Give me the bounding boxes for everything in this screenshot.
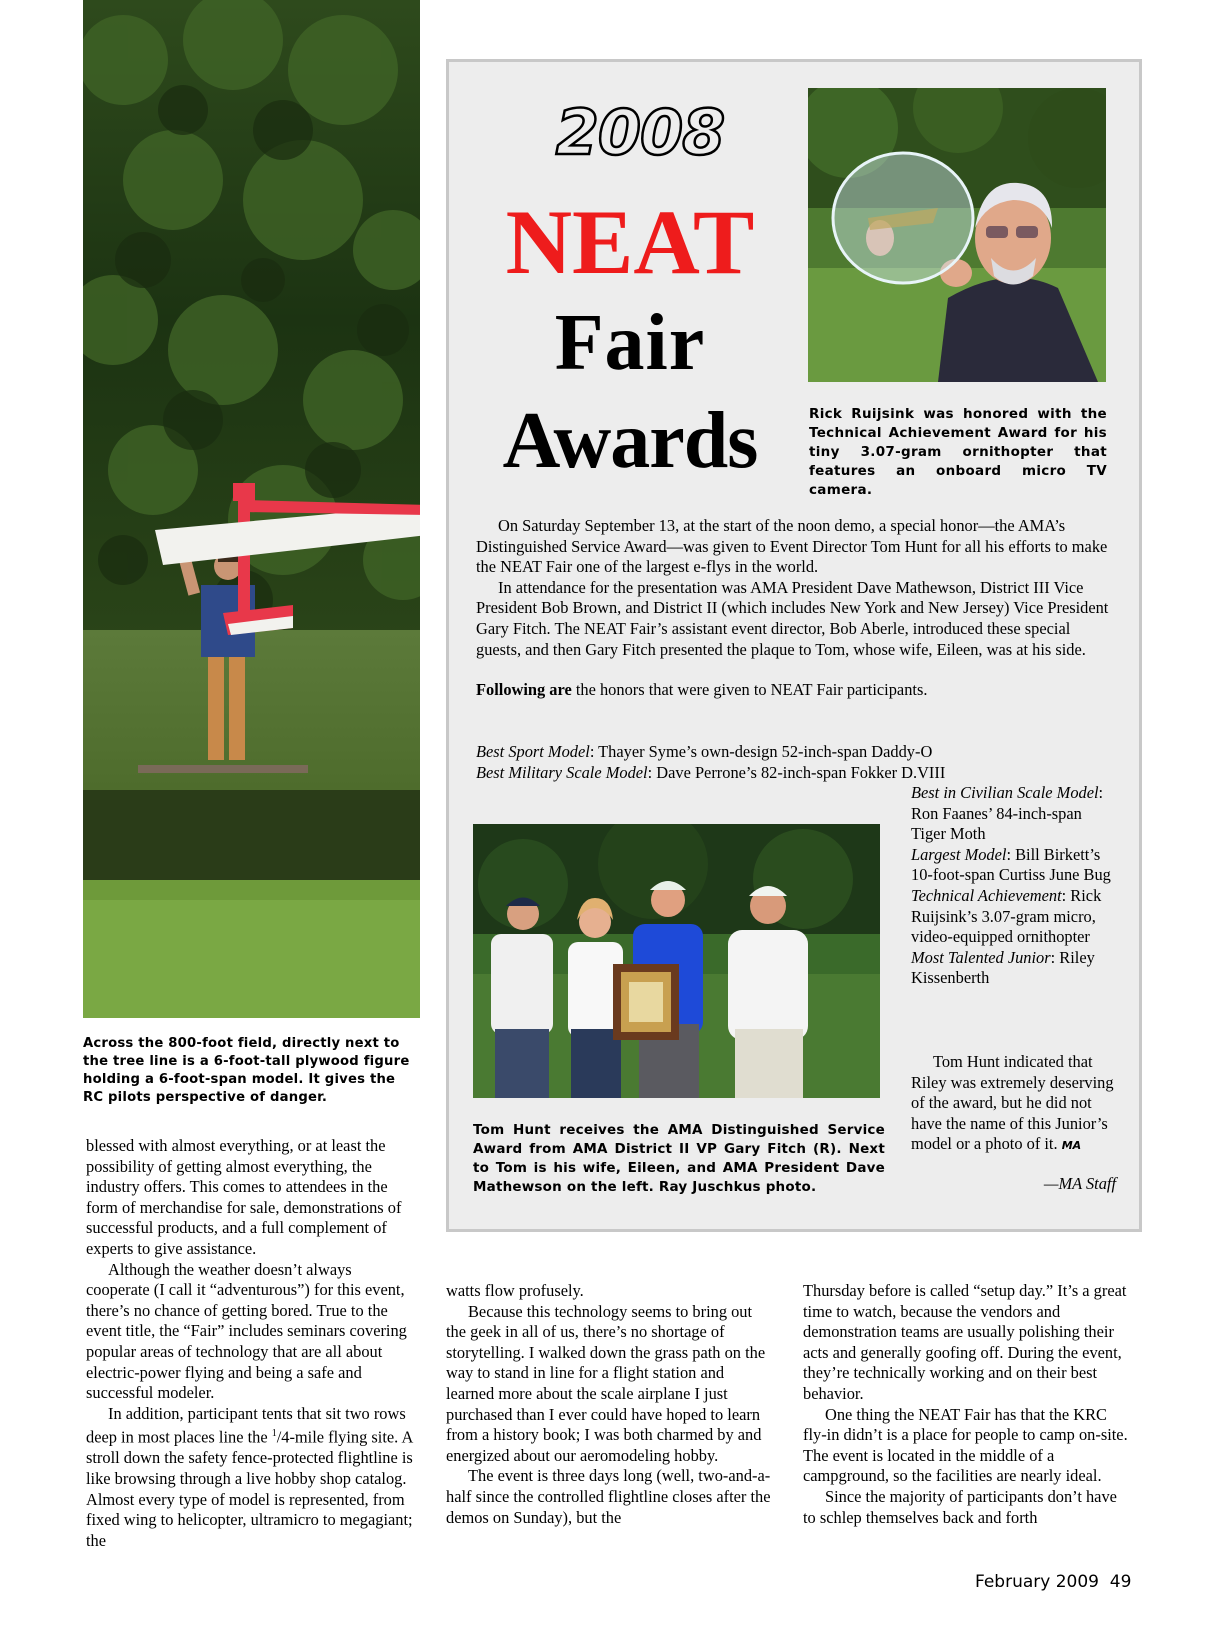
body-paragraph: watts flow profusely. [446, 1281, 584, 1300]
closing-paragraph: Tom Hunt indicated that Riley was extremely deserving of the award, but he did not have the name of this Junior’s model or a photo of it. MA [911, 1052, 1114, 1154]
body-paragraph: Thursday before is called “setup day.” It’s a great time to watch, because the vendors and demonstration teams are usually polishing their acts and generally goofing off. During the event, they’re technically working and on their best behavior. [803, 1281, 1127, 1403]
following-bold: Following are [476, 680, 572, 700]
award-photo-caption: Rick Ruijsink was honored with the Technical Achievement Award for his tiny 3.07-gram ornithopter that features an onboard micro TV camera. [809, 406, 1107, 498]
honor-item: Technical Achievement: Rick Ruijsink’s 3.07-gram micro, video-equipped ornithopter [911, 885, 1102, 947]
body-column-2 [446, 1281, 776, 1528]
honor-item: Best Military Scale Model: Dave Perrone’s 82-inch-span Fokker D.VIII [476, 763, 946, 782]
plaque-photo-caption: Tom Hunt receives the AMA Distinguished Service Award from AMA District II VP Gary Fitch (R). Next to Tom is his wife, Eileen, and AMA President Dave Mathewson on the left. Ray Juschkus photo. [473, 1122, 885, 1195]
title-year: 2008 [555, 96, 725, 169]
body-paragraph: Because this technology seems to bring out the geek in all of us, there’s no shortage of storytelling. I walked down the grass path on the way to stand in line for a flight station and learned more about the scale airplane I just purchased than I ever could have hoped to learn from a history book; I was both charmed by and energized about our aeromodeling hobby. [446, 1301, 766, 1465]
sidebar-body [476, 516, 1116, 701]
following-rest: the honors that were given to NEAT Fair participants. [571, 680, 928, 700]
honors-list [911, 783, 1116, 989]
title-neat: NEAT [505, 191, 755, 293]
body-column-1 [86, 1136, 416, 1551]
body-paragraph: Since the majority of participants don’t have to schlep themselves back and forth [803, 1486, 1117, 1527]
honor-item: Best in Civilian Scale Model: Ron Faanes’ 84-inch-span Tiger Moth [911, 783, 1104, 844]
body-paragraph: The event is three days long (well, two-and-a-half since the controlled flightline closes after the demos on Sunday), but the [446, 1466, 771, 1527]
title-fair: Fair [554, 299, 706, 387]
page-footer: February 2009 49 [975, 1572, 1132, 1592]
body-paragraph: blessed with almost everything, or at least the possibility of getting almost everything, the industry offers. This comes to attendees in the form of merchandise for sale, demonstrations of successful products, and a full complement of experts to give assistance. [86, 1136, 402, 1258]
ma-logo-icon: MA [1061, 1139, 1082, 1153]
left-photo-caption: Across the 800-foot field, directly next to the tree line is a 6-foot-tall plywood figure holding a 6-foot-span model. It gives the RC pilots perspective of danger. [83, 1036, 410, 1105]
body-paragraph: Although the weather doesn’t always cooperate (I call it “adventurous”) for this event, there’s no chance of getting bored. True to the event title, the “Fair” includes seminars covering popular areas of technology that are all about electric-power flying and being a safe and successful modeler. [86, 1259, 407, 1403]
sidebar-paragraph: On Saturday September 13, at the start of the noon demo, a special honor—the AMA’s Distinguished Service Award—was given to Event Director Tom Hunt for all his efforts to make the NEAT Fair one of the largest e-flys in the world. [476, 516, 1108, 577]
sidebar-paragraph: In attendance for the presentation was AMA President Dave Mathewson, District III Vice President Bob Brown, and District II (which includes New York and New Jersey) Vice President Gary Fitch. The NEAT Fair’s assistant event director, Bob Aberle, introduced these special guests, and then Gary Fitch presented the plaque to Tom, whose wife, Eileen, was at his side. [476, 577, 1109, 659]
body-paragraph: In addition, participant tents that sit two rows deep in most places line the $^1$/4-mile flying site. A stroll down the safety fence-protected flightline is like browsing through a live hobby shop catalog. Almost every type of model is represented, from fixed wing to helicopter, ultramicro to megagiant; the [86, 1403, 413, 1550]
body-paragraph: One thing the NEAT Fair has that the KRC fly-in didn’t is a place for people to camp on-site. The event is located in the middle of a campground, so the facilities are nearly ideal. [803, 1404, 1128, 1486]
award-recipient-photo [808, 88, 1106, 382]
honor-item: Most Talented Junior: Riley Kissenberth [911, 947, 1095, 988]
following-line [476, 680, 1116, 701]
plywood-figure-photo [83, 0, 420, 1018]
body-column-3 [803, 1281, 1133, 1528]
title-awards: Awards [502, 397, 758, 485]
honor-item: Largest Model: Bill Birkett’s 10-foot-span Curtiss June Bug [911, 844, 1111, 885]
plaque-presentation-photo [473, 824, 880, 1098]
staff-signoff: —MA Staff [1043, 1174, 1116, 1193]
honor-item: Best Sport Model: Thayer Syme’s own-design 52-inch-span Daddy-O [476, 742, 933, 761]
